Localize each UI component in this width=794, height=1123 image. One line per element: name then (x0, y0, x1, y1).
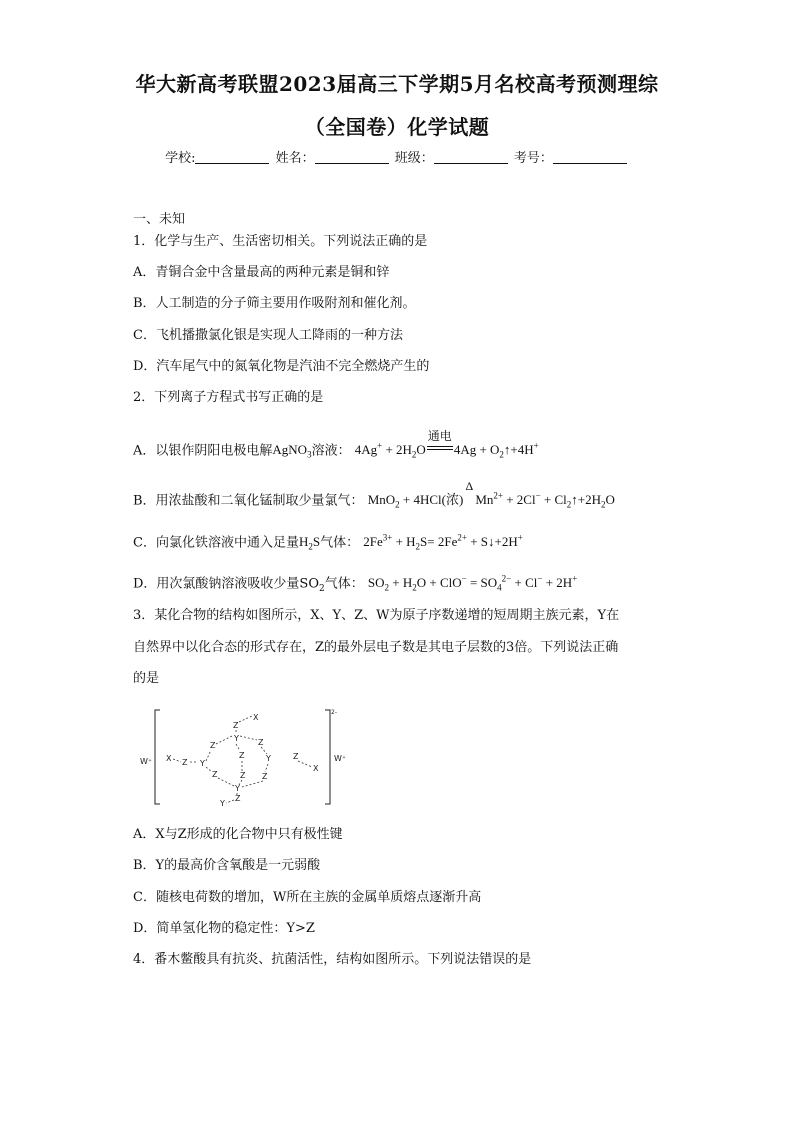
svg-text:Z: Z (258, 738, 264, 747)
q3-option-c: C．随核电荷数的增加，W所在主族的金属单质熔点逐渐升高 (133, 890, 482, 905)
svg-text:X: X (166, 754, 172, 763)
q3-structure-figure (140, 706, 370, 814)
page-title: 华大新高考联盟2023届高三下学期5月名校高考预测理综 (135, 72, 659, 96)
q1-option-c: C．飞机播撒氯化银是实现人工降雨的一种方法 (133, 328, 403, 343)
q2-option-a: A．以银作阴阳电极电解AgNO$_3$溶液： $4Ag^+ + 2H_2O$ 通电 $4Ag + O_2↑+4H^+$ (133, 429, 539, 460)
svg-text:Y: Y (235, 784, 240, 793)
name-label: 姓名： (275, 151, 315, 166)
q2-stem: 2．下列离子方程式书写正确的是 (133, 390, 324, 405)
svg-text:Z: Z (233, 721, 239, 730)
student-info-line (0, 147, 794, 166)
svg-text:Z: Z (262, 772, 268, 781)
q1-stem: 1．化学与生产、生活密切相关。下列说法正确的是 (133, 234, 428, 249)
q2-option-d: D．用次氯酸钠溶液吸收少量$SO_2$气体： $SO_2 + H_2O + ClO^- = SO_4^{2-} + Cl^- + 2H^+$ (133, 574, 578, 594)
q1-option-a: A．青铜合金中含量最高的两种元素是铜和锌 (133, 265, 390, 280)
q2-option-b: B．用浓盐酸和二氧化锰制取少量氯气： MnO$_2$ + 4HCl(浓) Δ $Mn^{2+} + 2Cl^-$ + $Cl_2↑+2H_2O$ (133, 479, 615, 510)
q3-stem-line3: 的是 (133, 671, 160, 686)
q2-c-equation: $2Fe^{3+} + H_2S= 2Fe^{2+}$ + S↓+2H+ (363, 533, 523, 552)
anion-charge: 2- (331, 709, 337, 716)
q2-option-c: C．向氯化铁溶液中通入足量$H_2S$气体： $2Fe^{3+} + H_2S= 2Fe^{2+}$ + S↓+2H+ (133, 533, 523, 552)
w-cation-left: W⁺ (140, 757, 153, 766)
name-blank (315, 149, 389, 164)
svg-text:X: X (313, 764, 319, 773)
class-blank (434, 149, 508, 164)
svg-text:X: X (253, 713, 259, 722)
school-blank (195, 149, 269, 164)
svg-text:Z: Z (210, 741, 216, 750)
q2-b-equation: MnO$_2$ + 4HCl(浓) Δ $Mn^{2+} + 2Cl^-$ + $Cl_2↑+2H_2O$ (367, 479, 615, 510)
number-blank (553, 149, 627, 164)
svg-text:Z: Z (182, 758, 188, 767)
school-label: 学校: (165, 151, 196, 166)
q2-a-equation: $4Ag^+ + 2H_2O$ 通电 $4Ag + O_2↑+4H^+$ (354, 429, 539, 460)
svg-text:Z: Z (240, 771, 246, 780)
q3-option-a: A．X与Z形成的化合物中只有极性键 (133, 827, 343, 842)
q1-option-b: B．人工制造的分子筛主要用作吸附剂和催化剂。 (133, 296, 416, 311)
number-label: 考号： (513, 151, 553, 166)
page-subtitle: （全国卷）化学试题 (304, 115, 490, 139)
svg-text:Y: Y (220, 799, 225, 808)
q2-d-equation: $SO_2 + H_2O + ClO^- = SO_4^{2-} + Cl^- + 2H^+$ (367, 574, 578, 593)
q3-stem-line2: 自然界中以化合态的形式存在，Z的最外层电子数是其电子层数的3倍。下列说法正确 (133, 640, 619, 655)
w-cation-right: W⁺ (334, 754, 347, 763)
q3-option-b: B．Y的最高价含氧酸是一元弱酸 (133, 858, 321, 873)
svg-text:Y: Y (266, 754, 271, 763)
svg-text:Y: Y (200, 759, 205, 768)
q1-option-d: D．汽车尾气中的氮氧化物是汽油不完全燃烧产生的 (133, 359, 430, 374)
q4-stem: 4．番木鳖酸具有抗炎、抗菌活性，结构如图所示。下列说法错误的是 (133, 952, 532, 967)
svg-text:Y: Y (234, 734, 239, 743)
class-label: 班级： (394, 151, 434, 166)
q3-stem-line1: 3．某化合物的结构如图所示，X、Y、Z、W为原子序数递增的短周期主族元素，Y在 (133, 608, 620, 623)
q3-option-d: D．简单氢化物的稳定性：Y>Z (133, 921, 315, 936)
section-heading: 一、未知 (133, 212, 186, 227)
svg-text:Z: Z (293, 752, 299, 761)
svg-text:Z: Z (239, 751, 245, 760)
svg-text:Z: Z (235, 794, 241, 803)
svg-text:Z: Z (212, 770, 218, 779)
structure-diagram (140, 706, 370, 810)
